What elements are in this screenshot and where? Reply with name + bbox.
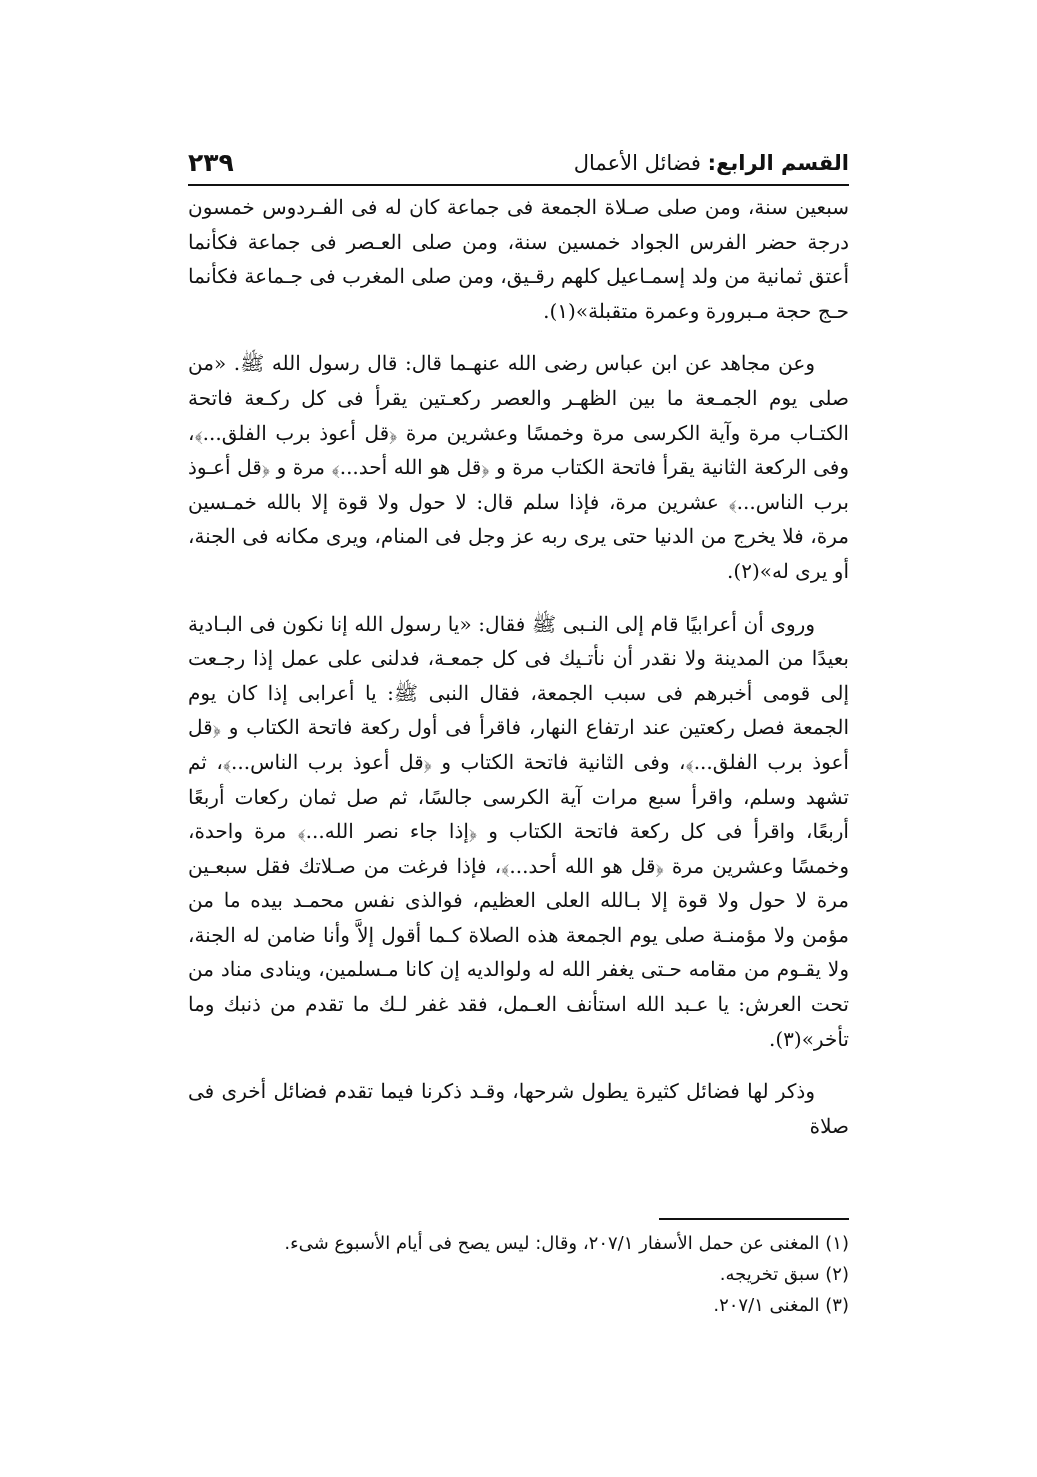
paragraph-4: وذكر لها فضائل كثيرة يطول شرحها، وقـد ذكرنا فيما تقدم فضائل أخرى فى صلاة	[188, 1079, 849, 1138]
page-number: ٢٣٩	[188, 148, 234, 177]
footnotes	[188, 1228, 849, 1321]
section-label: القسم الرابع:	[707, 151, 849, 175]
running-head	[574, 148, 849, 178]
paragraph-3: وروى أن أعرابيًا قام إلى النـبى ﷺ فقال: «يا رسول الله إنا نكون فى البـادية بعيدًا من المدينة ولا نقدر أن نأتـيك فى كل جمعـة، فدلنى على عمل إذا رجـعت إلى قومى أخبرهم فى سبب الجمعة، فقال النبى ﷺ: يا أعرابى إذا كان يوم الجمعة فصل ركعتين عند ارتفاع النهار، فاقرأ فى أول ركعة فاتحة الكتاب و ﴿قل أعوذ برب الفلق...﴾، وفى الثانية فاتحة الكتاب و ﴿قل أعوذ برب الناس...﴾، ثم تشهد وسلم، واقرأ سبع مرات آية الكرسى جالسًا، ثم صل ثمان ركعات أربعًا أربعًا، واقرأ فى كل ركعة فاتحة الكتاب و ﴿إذا جاء نصر الله...﴾ مرة واحدة، وخمسًا وعشرين مرة ﴿قل هو الله أحد...﴾، فإذا فرغت من صـلاتك فقل سبعـين مرة لا حول ولا قوة إلا بـالله العلى العظيم، فوالذى نفس محمـد بيده ما من مؤمن ولا مؤمنـة صلى يوم الجمعة هذه الصلاة كـما أقول إلاَّ وأنا ضامن له الجنة، ولا يقـوم من مقامه حـتى يغفر الله له ولوالديه إن كانا مـسلمين، وينادى مناد من تحت العرش: يا عـبد الله استأنف العـمل، فقد غفر لـك ما تقدم من ذنبك وما تأخر»(٣).	[188, 611, 849, 1051]
page-header	[188, 142, 849, 178]
section-title: فضائل الأعمال	[573, 151, 701, 175]
footnote-divider	[659, 1218, 849, 1220]
footnote-3: (٣) المغنى ٢٠٧/١.	[713, 1295, 849, 1316]
footnote-2: (٢) سبق تخريجه.	[719, 1264, 849, 1285]
paragraph-1: سبعين سنة، ومن صلى صـلاة الجمعة فى جماعة كان له فى الفـردوس خمسون درجة حضر الفرس الجواد خمسين سنة، ومن صلى العـصر فى جماعة فكأنما أعتق ثمانية من ولد إسمـاعيل كلهم رقـيق، ومن صلى المغرب فى جـماعة فكأنما حـج حجة مـبرورة وعمرة متقبلة»(١).	[188, 195, 849, 323]
header-divider	[188, 184, 849, 186]
paragraph-2: وعن مجاهد عن ابن عباس رضى الله عنهـما قال: قال رسول الله ﷺ. «من صلى يوم الجمـعة ما بين الظهـر والعصر ركعـتين يقرأ فى كل ركـعة فاتحة الكتـاب مرة وآية الكرسى مرة وخمسًا وعشرين مرة ﴿قل أعوذ برب الفلق...﴾، وفى الركعة الثانية يقرأ فاتحة الكتاب مرة و ﴿قل هو الله أحد...﴾ مرة و ﴿قل أعـوذ برب الناس...﴾ عشرين مرة، فإذا سلم قال: لا حول ولا قوة إلا بالله خمـسين مرة، فلا يخرج من الدنيا حتى يرى ربه عز وجل فى المنام، ويرى مكانه فى الجنة، أو يرى له»(٢).	[188, 351, 850, 583]
main-text	[188, 190, 849, 1161]
footnote-1: (١) المغنى عن حمل الأسفار ٢٠٧/١، وقال: ليس يصح فى أيام الأسبوع شىء.	[284, 1233, 849, 1254]
